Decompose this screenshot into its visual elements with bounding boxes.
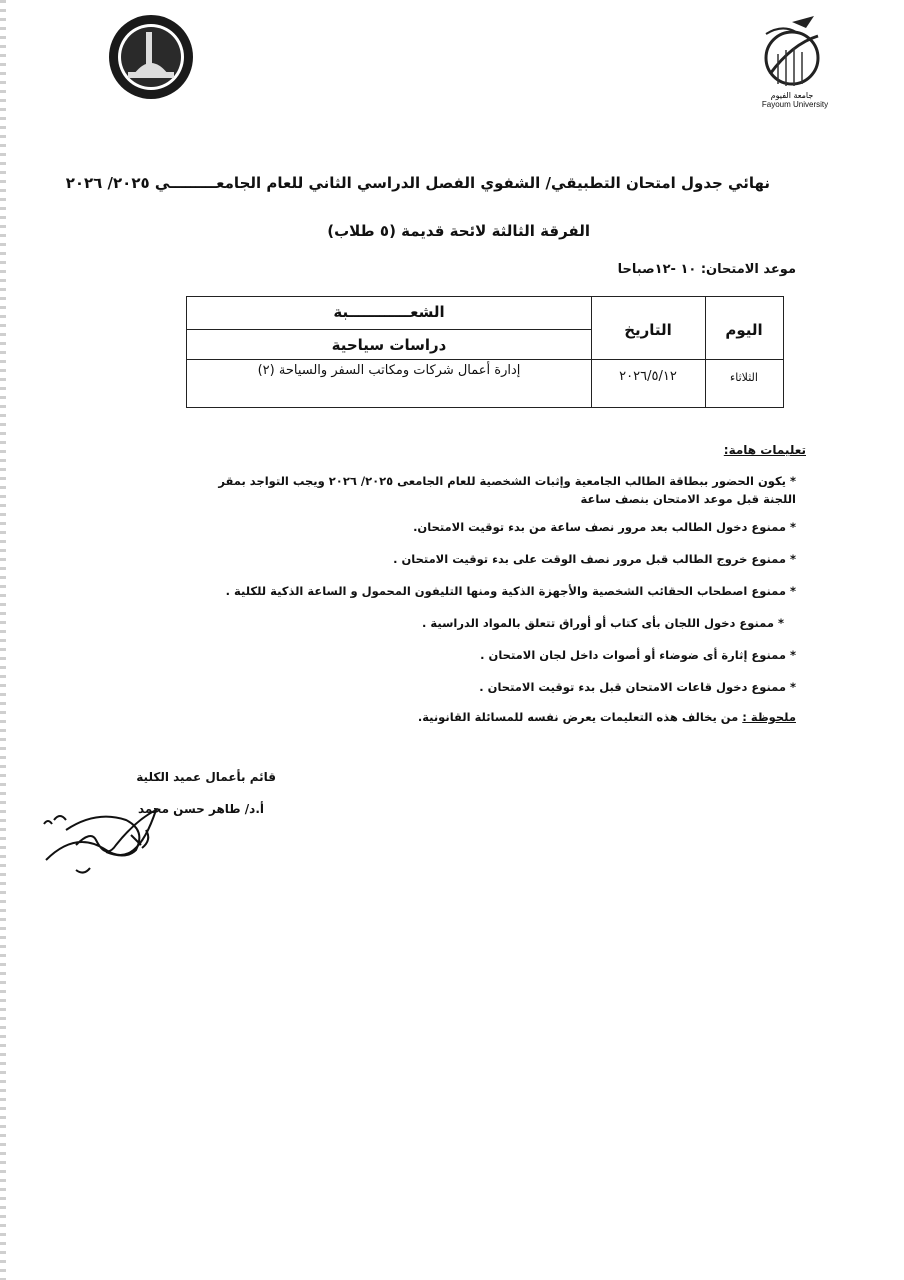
- document-title: نهائي جدول امتحان التطبيقي/ الشفوي الفصل الدراسي الثاني للعام الجامعـــــــــي ٢٠٢٥/ ٢٠٢٦: [65, 174, 770, 192]
- document-subtitle: الفرقة الثالثة لائحة قديمة (٥ طلاب): [327, 222, 590, 240]
- university-logo-text: جامعة الفيوم: [770, 91, 814, 100]
- table-col-divider: [591, 297, 592, 407]
- header-day: اليوم: [725, 321, 763, 339]
- scan-edge: [0, 0, 6, 1280]
- instruction-item: * ممنوع دخول الطالب بعد مرور نصف ساعة من بدء توقيت الامتحان.: [413, 520, 796, 534]
- table-row-divider: [591, 359, 783, 360]
- header-department: دراسات سياحية: [331, 336, 447, 354]
- instruction-item: * يكون الحضور ببطاقة الطالب الجامعية وإثبات الشخصية للعام الجامعى ٢٠٢٥/ ٢٠٢٦ ويجب التواجد بمقر اللجنة قبل موعد الامتحان بنصف ساعة: [218, 474, 796, 506]
- header-division: الشعــــــــــــبة: [333, 303, 445, 321]
- row-subject: إدارة أعمال شركات ومكاتب السفر والسياحة (٢): [257, 363, 521, 378]
- instruction-item: * ممنوع اصطحاب الحقائب الشخصية والأجهزة الذكية ومنها التليفون المحمول و الساعة الذكية للكلية .: [225, 584, 796, 598]
- header-date: التاريخ: [624, 321, 672, 339]
- instructions-title: تعليمات هامة:: [723, 443, 806, 457]
- signatory-role: قائم بأعمال عميد الكلية: [136, 770, 276, 784]
- table-row-divider: [187, 359, 591, 360]
- row-day: الثلاثاء: [730, 371, 758, 384]
- schedule-table: [186, 296, 784, 408]
- remark-label: ملحوظة :: [742, 710, 796, 724]
- faculty-seal-icon: [106, 12, 196, 102]
- instruction-item: * ممنوع دخول قاعات الامتحان قبل بدء توقيت الامتحان .: [479, 680, 796, 694]
- remark-text: من يخالف هذه التعليمات يعرض نفسه للمسائلة القانونية.: [417, 710, 743, 724]
- handwritten-signature-icon: [36, 790, 236, 890]
- row-date: ٢٠٢٦/٥/١٢: [619, 369, 677, 384]
- university-logo-caption: Fayoum University: [761, 100, 829, 109]
- instruction-item: * ممنوع دخول اللجان بأى كتاب أو أوراق تتعلق بالمواد الدراسية .: [422, 616, 784, 630]
- table-row-divider: [187, 329, 591, 330]
- remark: [418, 710, 796, 724]
- table-col-divider: [705, 297, 706, 407]
- instruction-item: * ممنوع إثارة أى ضوضاء أو أصوات داخل لجان الامتحان .: [480, 648, 796, 662]
- signatory-name: أ.د/ طاهر حسن محمد: [137, 802, 264, 816]
- university-logo-icon: [752, 14, 838, 114]
- instruction-item: * ممنوع خروج الطالب قبل مرور نصف الوقت على بدء توقيت الامتحان .: [393, 552, 796, 566]
- exam-time: موعد الامتحان: ١٠ -١٢صباحا: [617, 262, 796, 277]
